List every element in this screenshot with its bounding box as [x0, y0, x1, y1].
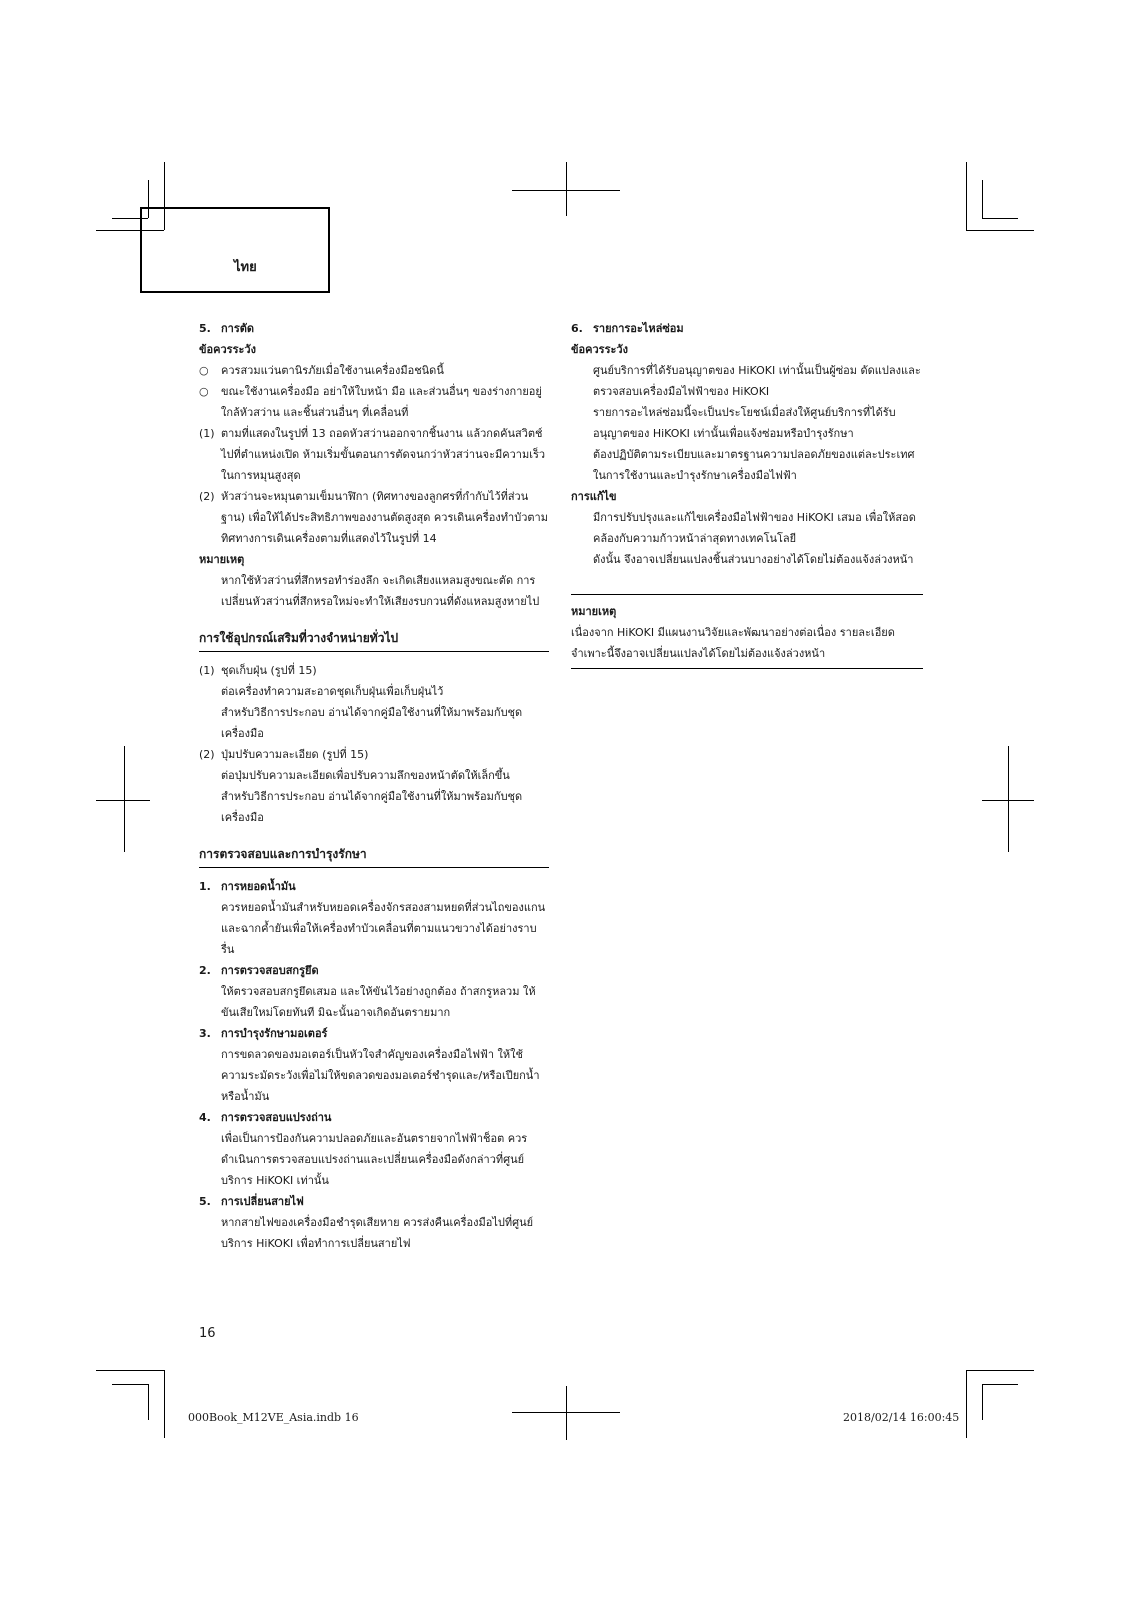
crop-mark	[966, 1370, 967, 1438]
section-title: รายการอะไหล่ซ่อม	[593, 322, 684, 335]
registration-mark	[566, 162, 567, 216]
fix-line: ดังนั้น จึงอาจเปลี่ยนแปลงชิ้นส่วนบางอย่างได้โดยไม่ต้องแจ้งล่วงหน้า	[593, 553, 914, 566]
right-column	[571, 318, 923, 669]
registration-mark	[566, 1386, 567, 1440]
item-number: 5.	[199, 1195, 211, 1208]
item-line: ต่อเครื่องทำความสะอาดชุดเก็บฝุ่นเพื่อเก็บฝุ่นไว้	[221, 685, 444, 698]
item-title: การตรวจสอบแปรงถ่าน	[221, 1111, 332, 1124]
note-text: เนื่องจาก HiKOKI มีแผนงานวิจัยและพัฒนาอย่างต่อเนื่อง รายละเอียดจำเพาะนี้จึงอาจเปลี่ยนแปลงได้โดยไม่ต้องแจ้งล่วงหน้า	[571, 626, 895, 660]
fix-title: การแก้ไข	[571, 490, 617, 503]
caution-bullet	[199, 381, 549, 423]
registration-mark	[124, 746, 125, 852]
registration-mark	[982, 800, 1034, 801]
caution-bullet	[199, 360, 549, 381]
item-text: ให้ตรวจสอบสกรูยึดเสมอ และให้ขันไว้อย่างถูกต้อง ถ้าสกรูหลวม ให้ขันเสียใหม่โดยทันที มิฉะนั้นอาจเกิดอันตรายมาก	[221, 985, 536, 1019]
language-tab	[140, 207, 330, 293]
item-number: 1.	[199, 880, 211, 893]
crop-mark	[982, 180, 983, 218]
crop-mark	[112, 1384, 148, 1385]
circle-bullet-icon: ○	[199, 385, 209, 398]
item-line: สำหรับวิธีการประกอบ อ่านได้จากคู่มือใช้งานที่ให้มาพร้อมกับชุดเครื่องมือ	[221, 706, 523, 740]
accessory-item	[199, 660, 549, 681]
cutting-heading	[199, 318, 549, 339]
registration-mark	[96, 800, 150, 801]
maintenance-heading: การตรวจสอบและการบำรุงรักษา	[199, 842, 549, 868]
step-number: (2)	[199, 490, 215, 503]
item-number: 2.	[199, 964, 211, 977]
registration-mark	[1008, 746, 1009, 852]
caution-title: ข้อควรระวัง	[571, 343, 628, 356]
step-text: หัวสว่านจะหมุนตามเข็มนาฬิกา (ทิศทางของลูกศรที่กำกับไว้ที่ส่วนฐาน) เพื่อให้ได้ประสิทธิภาพของงานตัดสูงสุด ควรเดินเครื่องทำบัวตามทิศทางการเดินเครื่องตามที่แสดงไว้ในรูปที่ 14	[221, 490, 548, 545]
maint-item-heading	[199, 1023, 549, 1044]
left-column	[199, 318, 549, 1254]
note-title: หมายเหตุ	[199, 553, 245, 566]
crop-mark	[96, 1370, 164, 1371]
registration-mark	[512, 190, 620, 191]
page-number: 16	[199, 1326, 216, 1341]
section-number: 6.	[571, 322, 583, 335]
item-head: ปุ่มปรับความละเอียด (รูปที่ 15)	[221, 748, 369, 761]
maint-item-heading	[199, 1107, 549, 1128]
bullet-text: ควรสวมแว่นตานิรภัยเมื่อใช้งานเครื่องมือชนิดนี้	[221, 364, 444, 377]
spec-note-block	[571, 594, 923, 669]
item-text: การขดลวดของมอเตอร์เป็นหัวใจสำคัญของเครื่องมือไฟฟ้า ให้ใช้ความระมัดระวังเพื่อไม่ให้ขดลวดของมอเตอร์ชำรุดและ/หรือเปียกน้ำหรือน้ำมัน	[221, 1048, 540, 1103]
section-number: 5.	[199, 322, 211, 335]
registration-mark	[512, 1412, 620, 1413]
bullet-text: ขณะใช้งานเครื่องมือ อย่าให้ใบหน้า มือ และส่วนอื่นๆ ของร่างกายอยู่ใกล้หัวสว่าน และชิ้นส่วนอื่นๆ ที่เคลื่อนที่	[221, 385, 542, 419]
item-text: หากสายไฟของเครื่องมือชำรุดเสียหาย ควรส่งคืนเครื่องมือไปที่ศูนย์บริการ HiKOKI เพื่อทำการเปลี่ยนสายไฟ	[221, 1216, 534, 1250]
item-text: เพื่อเป็นการป้องกันความปลอดภัยและอันตรายจากไฟฟ้าช็อต ควรดำเนินการตรวจสอบแปรงถ่านและเปลี่ยนเครื่องมือดังกล่าวที่ศูนย์บริการ HiKOKI เท่านั้น	[221, 1132, 528, 1187]
item-number: (1)	[199, 664, 215, 677]
parts-heading	[571, 318, 923, 339]
item-head: ชุดเก็บฝุ่น (รูปที่ 15)	[221, 664, 317, 677]
maint-item-heading	[199, 876, 549, 897]
caution-line: ต้องปฏิบัติตามระเบียบและมาตรฐานความปลอดภัยของแต่ละประเทศในการใช้งานและบำรุงรักษาเครื่องมือไฟฟ้า	[593, 448, 915, 482]
item-title: การตรวจสอบสกรูยึด	[221, 964, 319, 977]
fix-line: คล้องกับความก้าวหน้าล่าสุดทางเทคโนโลยี	[593, 532, 797, 545]
language-label: ไทย	[234, 260, 257, 275]
caution-title: ข้อควรระวัง	[199, 343, 256, 356]
crop-mark	[148, 1384, 149, 1420]
item-number: 4.	[199, 1111, 211, 1124]
fix-line: มีการปรับปรุงและแก้ไขเครื่องมือไฟฟ้าของ HiKOKI เสมอ เพื่อให้สอด	[593, 511, 916, 524]
item-line: สำหรับวิธีการประกอบ อ่านได้จากคู่มือใช้งานที่ให้มาพร้อมกับชุดเครื่องมือ	[221, 790, 523, 824]
footer-timestamp: 2018/02/14 16:00:45	[843, 1411, 960, 1424]
item-title: การหยอดน้ำมัน	[221, 880, 296, 893]
caution-line: รายการอะไหล่ซ่อมนี้จะเป็นประโยชน์เมื่อส่งให้ศูนย์บริการที่ได้รับอนุญาตของ HiKOKI เท่านั้นเพื่อแจ้งซ่อมหรือบำรุงรักษา	[593, 406, 896, 440]
step-text: ตามที่แสดงในรูปที่ 13 ถอดหัวสว่านออกจากชิ้นงาน แล้วกดคันสวิตช์ไปที่ตำแหน่งเปิด ห้ามเริ่มขั้นตอนการตัดจนกว่าหัวสว่านจะมีความเร็วในการหมุนสูงสุด	[221, 427, 546, 482]
note-text: หากใช้หัวสว่านที่สึกหรอทำร่องลึก จะเกิดเสียงแหลมสูงขณะตัด การเปลี่ยนหัวสว่านที่สึกหรอใหม่จะทำให้เสียงรบกวนที่ดังแหลมสูงหายไป	[221, 574, 540, 608]
crop-mark	[982, 218, 1018, 219]
item-number: 3.	[199, 1027, 211, 1040]
accessories-heading: การใช้อุปกรณ์เสริมที่วางจำหน่ายทั่วไป	[199, 626, 549, 652]
crop-mark	[164, 1370, 165, 1438]
maint-item-heading	[199, 960, 549, 981]
step-item	[199, 486, 549, 549]
step-number: (1)	[199, 427, 215, 440]
step-item	[199, 423, 549, 486]
note-title: หมายเหตุ	[571, 605, 617, 618]
item-line: ต่อปุ่มปรับความละเอียดเพื่อปรับความลึกของหน้าตัดให้เล็กขึ้น	[221, 769, 510, 782]
item-number: (2)	[199, 748, 215, 761]
crop-mark	[966, 162, 967, 230]
crop-mark	[966, 1370, 1034, 1371]
item-title: การเปลี่ยนสายไฟ	[221, 1195, 304, 1208]
crop-mark	[966, 230, 1034, 231]
item-title: การบำรุงรักษามอเตอร์	[221, 1027, 328, 1040]
section-title: การตัด	[221, 322, 255, 335]
item-text: ควรหยอดน้ำมันสำหรับหยอดเครื่องจักรสองสามหยดที่ส่วนไถของแกนและฉากค้ำยันเพื่อให้เครื่องทำบัวเคลื่อนที่ตามแนวขวางได้อย่างราบรื่น	[221, 901, 546, 956]
maint-item-heading	[199, 1191, 549, 1212]
circle-bullet-icon: ○	[199, 364, 209, 377]
crop-mark	[982, 1384, 983, 1420]
caution-line: ศูนย์บริการที่ได้รับอนุญาตของ HiKOKI เท่านั้นเป็นผู้ซ่อม ดัดแปลงและตรวจสอบเครื่องมือไฟฟ้าของ HiKOKI	[593, 364, 921, 398]
accessory-item	[199, 744, 549, 765]
footer-file-name: 000Book_M12VE_Asia.indb 16	[188, 1411, 359, 1424]
crop-mark	[982, 1384, 1018, 1385]
